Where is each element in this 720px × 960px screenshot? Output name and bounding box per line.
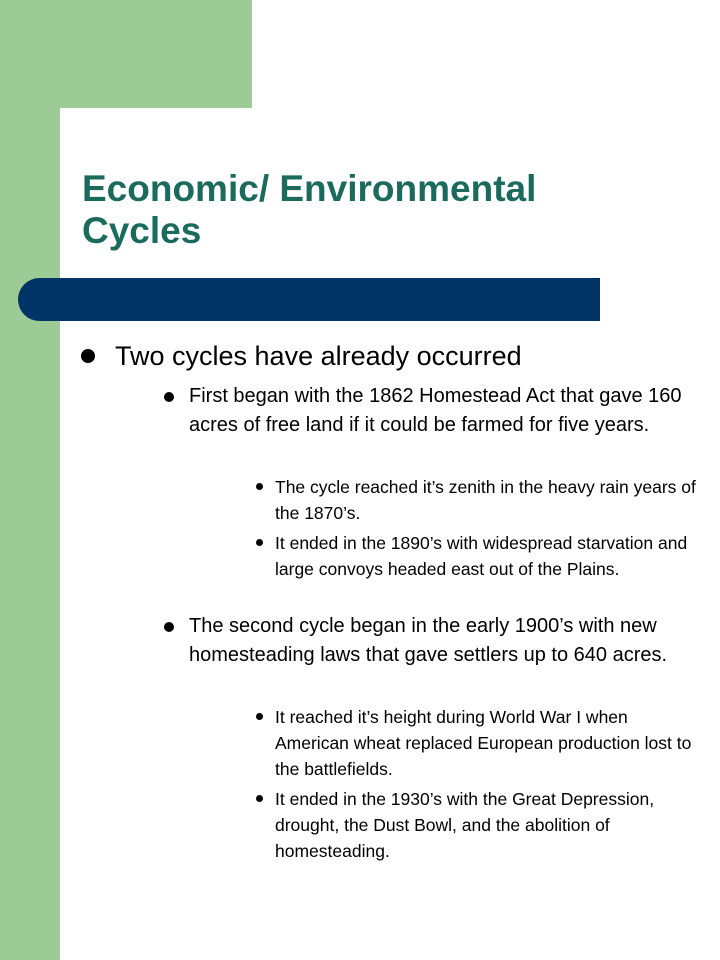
left-green-stripe — [0, 0, 60, 960]
title-divider-bar — [18, 278, 600, 321]
bullet-text: It ended in the 1930’s with the Great Depression, drought, the Dust Bowl, and the abolition of homesteading. — [275, 789, 655, 861]
bullet-level-3 — [275, 704, 705, 782]
bullet-text: It ended in the 1890’s with widespread starvation and large convoys headed east out of the Plains. — [275, 533, 688, 579]
title-line-1: Economic/ Environmental — [82, 168, 537, 209]
bullet-dot-icon — [256, 713, 263, 720]
bullet-dot-icon — [164, 392, 174, 402]
slide-title — [82, 168, 682, 252]
bullet-text: It reached it’s height during World War I when American wheat replaced European production lost to the battlefields. — [275, 707, 692, 779]
bullet-text: The cycle reached it’s zenith in the heavy rain years of the 1870’s. — [275, 477, 696, 523]
bullet-dot-icon — [81, 349, 95, 363]
bullet-level-2 — [189, 612, 704, 670]
bullet-level-1 — [115, 337, 675, 375]
bullet-dot-icon — [164, 622, 174, 632]
top-green-block — [0, 0, 252, 108]
bullet-level-2 — [189, 382, 704, 440]
bullet-level-3 — [275, 474, 705, 526]
title-line-2: Cycles — [82, 210, 202, 251]
bullet-level-3 — [275, 530, 705, 582]
bullet-level-3 — [275, 786, 705, 864]
bullet-dot-icon — [256, 483, 263, 490]
bullet-dot-icon — [256, 539, 263, 546]
bullet-text: First began with the 1862 Homestead Act that gave 160 acres of free land if it could be farmed for five years. — [189, 385, 682, 436]
bullet-text: The second cycle began in the early 1900’s with new homesteading laws that gave settlers up to 640 acres. — [189, 615, 668, 666]
bullet-text: Two cycles have already occurred — [115, 341, 522, 371]
bullet-dot-icon — [256, 795, 263, 802]
